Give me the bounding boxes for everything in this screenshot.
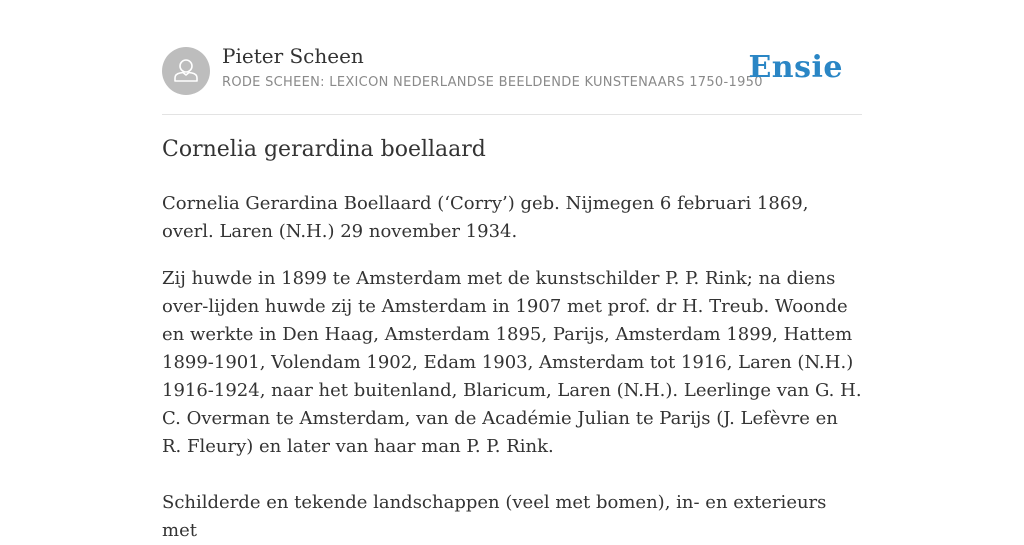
paragraph: Schilderde en tekende landschappen (veel met bomen), in- en exterieurs met bbox=[162, 492, 827, 541]
ensie-logo[interactable]: Ensie bbox=[748, 50, 843, 85]
author-header bbox=[162, 0, 862, 115]
author-name[interactable]: Pieter Scheen bbox=[222, 44, 364, 68]
article-container bbox=[162, 0, 862, 541]
article-body bbox=[162, 190, 862, 545]
paragraph: Cornelia Gerardina Boellaard (‘Corry’) geb. Nijmegen 6 februari 1869, overl. Laren (N.H.) 29 november 1934. bbox=[162, 193, 809, 242]
avatar[interactable] bbox=[162, 47, 210, 95]
source-title: RODE SCHEEN: LEXICON NEDERLANDSE BEELDENDE KUNSTENAARS 1750-1950 bbox=[222, 75, 763, 90]
article-title: Cornelia gerardina boellaard bbox=[162, 137, 486, 162]
paragraph: Zij huwde in 1899 te Amsterdam met de kunstschilder P. P. Rink; na diens over-lijden huwde zij te Amsterdam in 1907 met prof. dr H. Treub. Woonde en werkte in Den Haag, Amsterdam 1895, Parijs, Amsterdam 1899, Hattem 1899-1901, Volendam 1902, Edam 1903, Amsterdam tot 1916, Laren (N.H.) 1916-1924, naar het buitenland, Blaricum, Laren (N.H.). Leerlinge van G. H. C. Overman te Amsterdam, van de Académie Julian te Parijs (J. Lefèvre en R. Fleury) en later van haar man P. P. Rink. bbox=[162, 268, 862, 457]
user-outline-icon bbox=[162, 47, 210, 95]
